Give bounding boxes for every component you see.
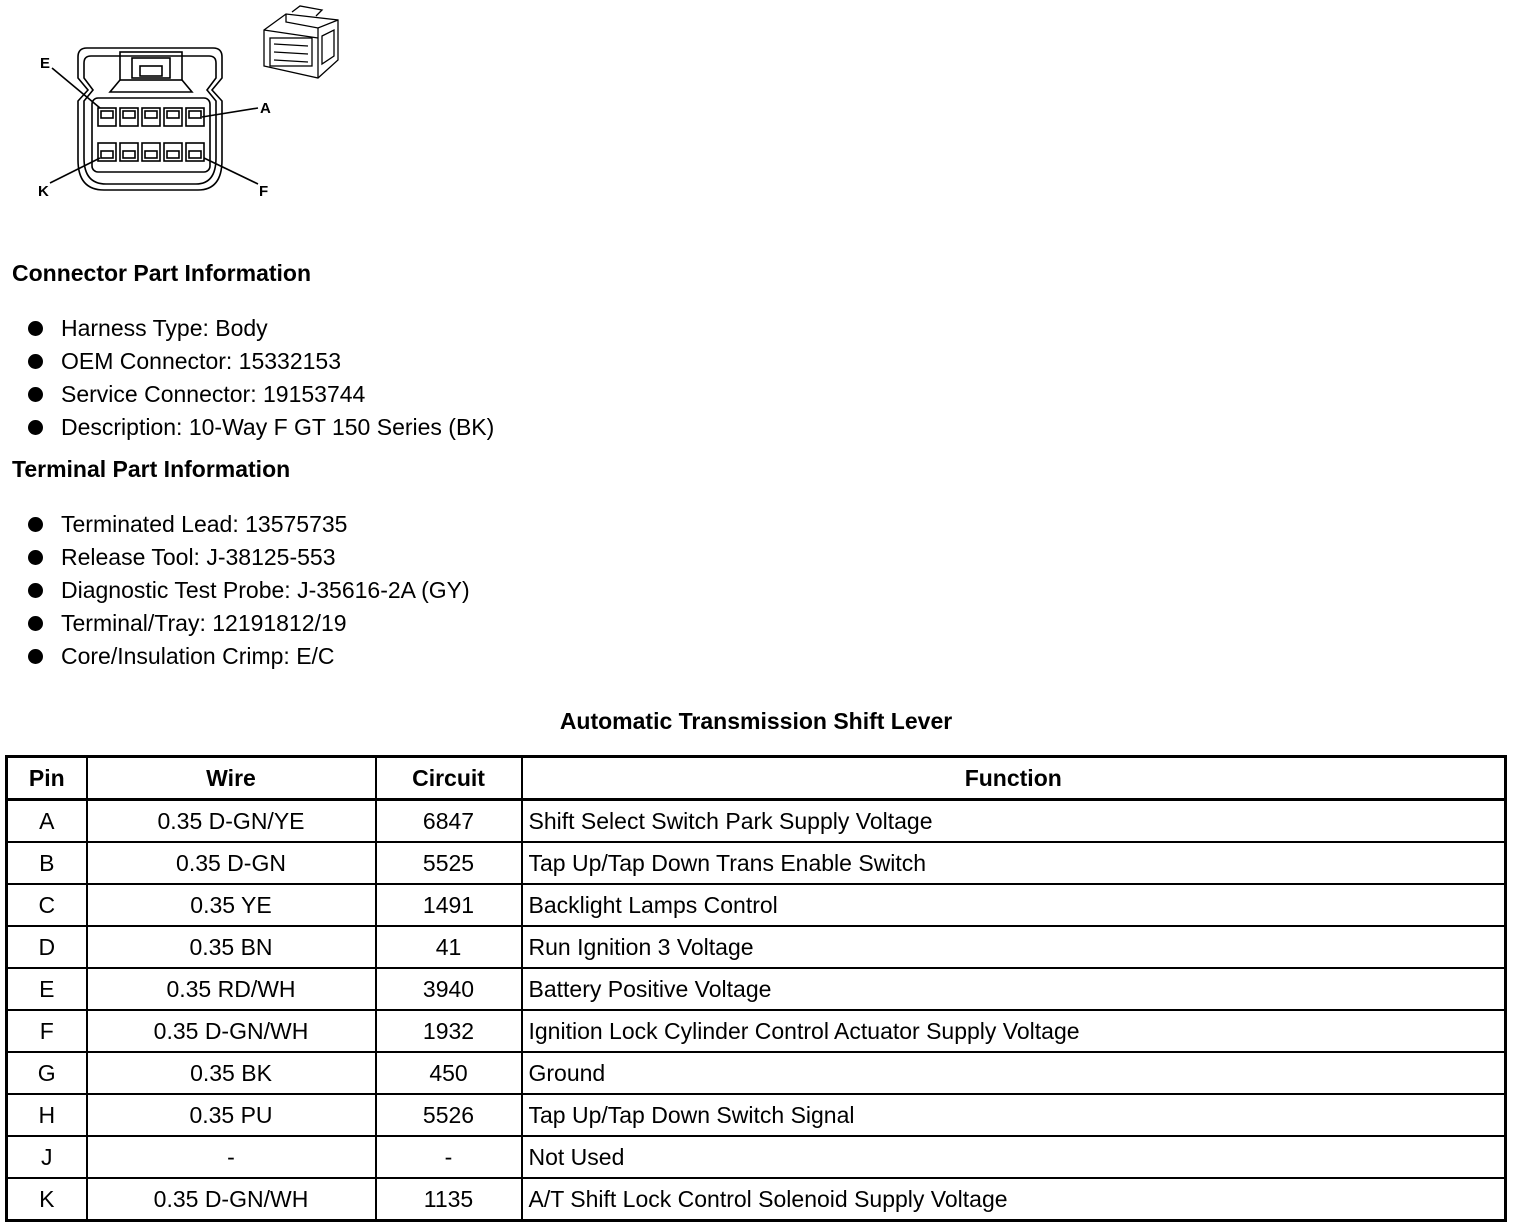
circuit-cell: 1932 (376, 1010, 522, 1052)
table-row (7, 1136, 1506, 1178)
bullet-icon (28, 583, 43, 598)
wire-cell: 0.35 D-GN/WH (87, 1010, 376, 1052)
terminal-tray: Terminal/Tray: 12191812/19 (61, 610, 347, 636)
wire-cell: 0.35 YE (87, 884, 376, 926)
function-cell: Run Ignition 3 Voltage (522, 926, 1506, 968)
circuit-cell: 6847 (376, 800, 522, 843)
function-cell: Tap Up/Tap Down Trans Enable Switch (522, 842, 1506, 884)
function-cell: Backlight Lamps Control (522, 884, 1506, 926)
release-tool: Release Tool: J-38125-553 (61, 544, 336, 570)
circuit-cell: 5525 (376, 842, 522, 884)
bullet-icon (28, 616, 43, 631)
oem-connector: OEM Connector: 15332153 (61, 348, 342, 374)
wire-cell: - (87, 1136, 376, 1178)
circuit-cell: 1135 (376, 1178, 522, 1221)
wire-cell: 0.35 BK (87, 1052, 376, 1094)
list-item (28, 607, 470, 640)
bullet-icon (28, 517, 43, 532)
bullet-icon (28, 420, 43, 435)
bullet-icon (28, 550, 43, 565)
pin-table (5, 755, 1507, 1222)
header-function: Function (522, 757, 1506, 800)
circuit-cell: 3940 (376, 968, 522, 1010)
wire-cell: 0.35 D-GN/WH (87, 1178, 376, 1221)
connector-3d-icon (264, 6, 338, 78)
core-insulation-crimp: Core/Insulation Crimp: E/C (61, 643, 335, 669)
bullet-icon (28, 354, 43, 369)
wire-cell: 0.35 RD/WH (87, 968, 376, 1010)
pin-cell: G (7, 1052, 87, 1094)
pin-cell: J (7, 1136, 87, 1178)
pin-label-k: K (38, 183, 49, 200)
pin-label-a: A (260, 100, 271, 117)
function-cell: Not Used (522, 1136, 1506, 1178)
table-row (7, 1094, 1506, 1136)
diagnostic-test-probe: Diagnostic Test Probe: J-35616-2A (GY) (61, 577, 470, 603)
table-row (7, 926, 1506, 968)
terminated-lead: Terminated Lead: 13575735 (61, 511, 348, 537)
table-row (7, 884, 1506, 926)
table-row (7, 968, 1506, 1010)
bullet-icon (28, 649, 43, 664)
wire-cell: 0.35 D-GN (87, 842, 376, 884)
pin-cell: E (7, 968, 87, 1010)
table-row (7, 800, 1506, 843)
circuit-cell: 5526 (376, 1094, 522, 1136)
header-pin: Pin (7, 757, 87, 800)
list-item (28, 345, 494, 378)
list-item (28, 574, 470, 607)
list-item (28, 312, 494, 345)
pin-cell: B (7, 842, 87, 884)
bullet-icon (28, 321, 43, 336)
wire-cell: 0.35 BN (87, 926, 376, 968)
circuit-cell: 41 (376, 926, 522, 968)
connector-face (50, 48, 258, 190)
pin-cell: K (7, 1178, 87, 1221)
pin-label-e: E (40, 55, 51, 72)
description: Description: 10-Way F GT 150 Series (BK) (61, 414, 495, 440)
list-item (28, 640, 470, 673)
function-cell: Ignition Lock Cylinder Control Actuator Supply Voltage (522, 1010, 1506, 1052)
pin-cell: C (7, 884, 87, 926)
connector-info-list (28, 312, 494, 444)
circuit-cell: 450 (376, 1052, 522, 1094)
terminal-row-bottom (98, 143, 204, 161)
table-row (7, 1010, 1506, 1052)
table-row (7, 1052, 1506, 1094)
pin-cell: A (7, 800, 87, 843)
function-cell: Shift Select Switch Park Supply Voltage (522, 800, 1506, 843)
circuit-cell: 1491 (376, 884, 522, 926)
list-item (28, 508, 470, 541)
harness-type: Harness Type: Body (61, 315, 268, 341)
function-cell: Battery Positive Voltage (522, 968, 1506, 1010)
function-cell: Tap Up/Tap Down Switch Signal (522, 1094, 1506, 1136)
wire-cell: 0.35 D-GN/YE (87, 800, 376, 843)
pin-cell: F (7, 1010, 87, 1052)
connector-section-title: Connector Part Information (12, 260, 312, 286)
terminal-info-list (28, 508, 470, 673)
terminal-section-title: Terminal Part Information (12, 456, 291, 482)
terminal-row-top (98, 108, 204, 126)
service-connector: Service Connector: 19153744 (61, 381, 366, 407)
connector-diagram (0, 0, 360, 215)
table-title: Automatic Transmission Shift Lever (559, 708, 953, 734)
circuit-cell: - (376, 1136, 522, 1178)
list-item (28, 378, 494, 411)
bullet-icon (28, 387, 43, 402)
table-header-row (7, 757, 1506, 800)
pin-cell: H (7, 1094, 87, 1136)
list-item (28, 541, 470, 574)
table-row (7, 1178, 1506, 1221)
function-cell: A/T Shift Lock Control Solenoid Supply Voltage (522, 1178, 1506, 1221)
header-circuit: Circuit (376, 757, 522, 800)
function-cell: Ground (522, 1052, 1506, 1094)
pin-label-f: F (259, 183, 269, 200)
header-wire: Wire (87, 757, 376, 800)
table-row (7, 842, 1506, 884)
wire-cell: 0.35 PU (87, 1094, 376, 1136)
list-item (28, 411, 494, 444)
pin-cell: D (7, 926, 87, 968)
